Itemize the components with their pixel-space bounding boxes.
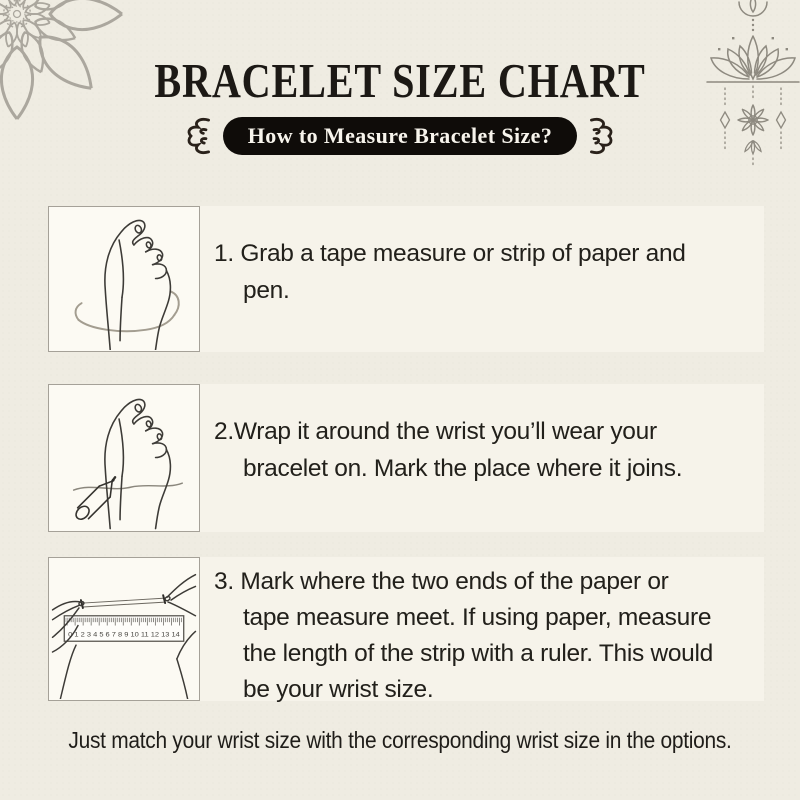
step-3-line-2: tape measure meet. If using paper, measure [243, 604, 712, 631]
curly-flourish-right-icon [587, 115, 617, 157]
hands-measuring-strip-ruler-illustration [50, 559, 198, 699]
how-to-measure-badge: How to Measure Bracelet Size? [223, 117, 577, 155]
step-1 [48, 206, 764, 352]
step-1-illustration-box [48, 206, 200, 352]
step-3-illustration-box [48, 557, 200, 701]
step-2-line-2: bracelet on. Mark the place where it joins. [243, 455, 683, 482]
step-2-illustration-box [48, 384, 200, 532]
step-2-text [200, 384, 764, 532]
step-3-line-4: be your wrist size. [243, 676, 434, 703]
step-1-line-2: pen. [243, 277, 290, 304]
step-3-line-1: 3. Mark where the two ends of the paper or [214, 568, 669, 595]
step-1-text [200, 206, 764, 352]
step-3-line-3: the length of the strip with a ruler. This would [243, 640, 713, 667]
hand-fist-with-tape-illustration [50, 208, 198, 350]
ruler-numbers: 0 1 2 3 4 5 6 7 8 9 10 11 12 13 14 [68, 632, 181, 639]
step-2-line-1: 2.Wrap it around the wrist you’ll wear your [214, 418, 657, 445]
step-1-line-1: 1. Grab a tape measure or strip of paper and [214, 240, 686, 267]
curly-flourish-left-icon [183, 115, 213, 157]
hand-wrist-marking-pen-illustration [50, 386, 198, 530]
step-2 [48, 384, 764, 532]
page-title: BRACELET SIZE CHART [154, 53, 646, 108]
step-3-text [200, 557, 764, 701]
footer-instruction: Just match your wrist size with the corresponding wrist size in the options. [68, 727, 732, 753]
step-3 [48, 557, 764, 701]
badge-row [0, 112, 800, 160]
